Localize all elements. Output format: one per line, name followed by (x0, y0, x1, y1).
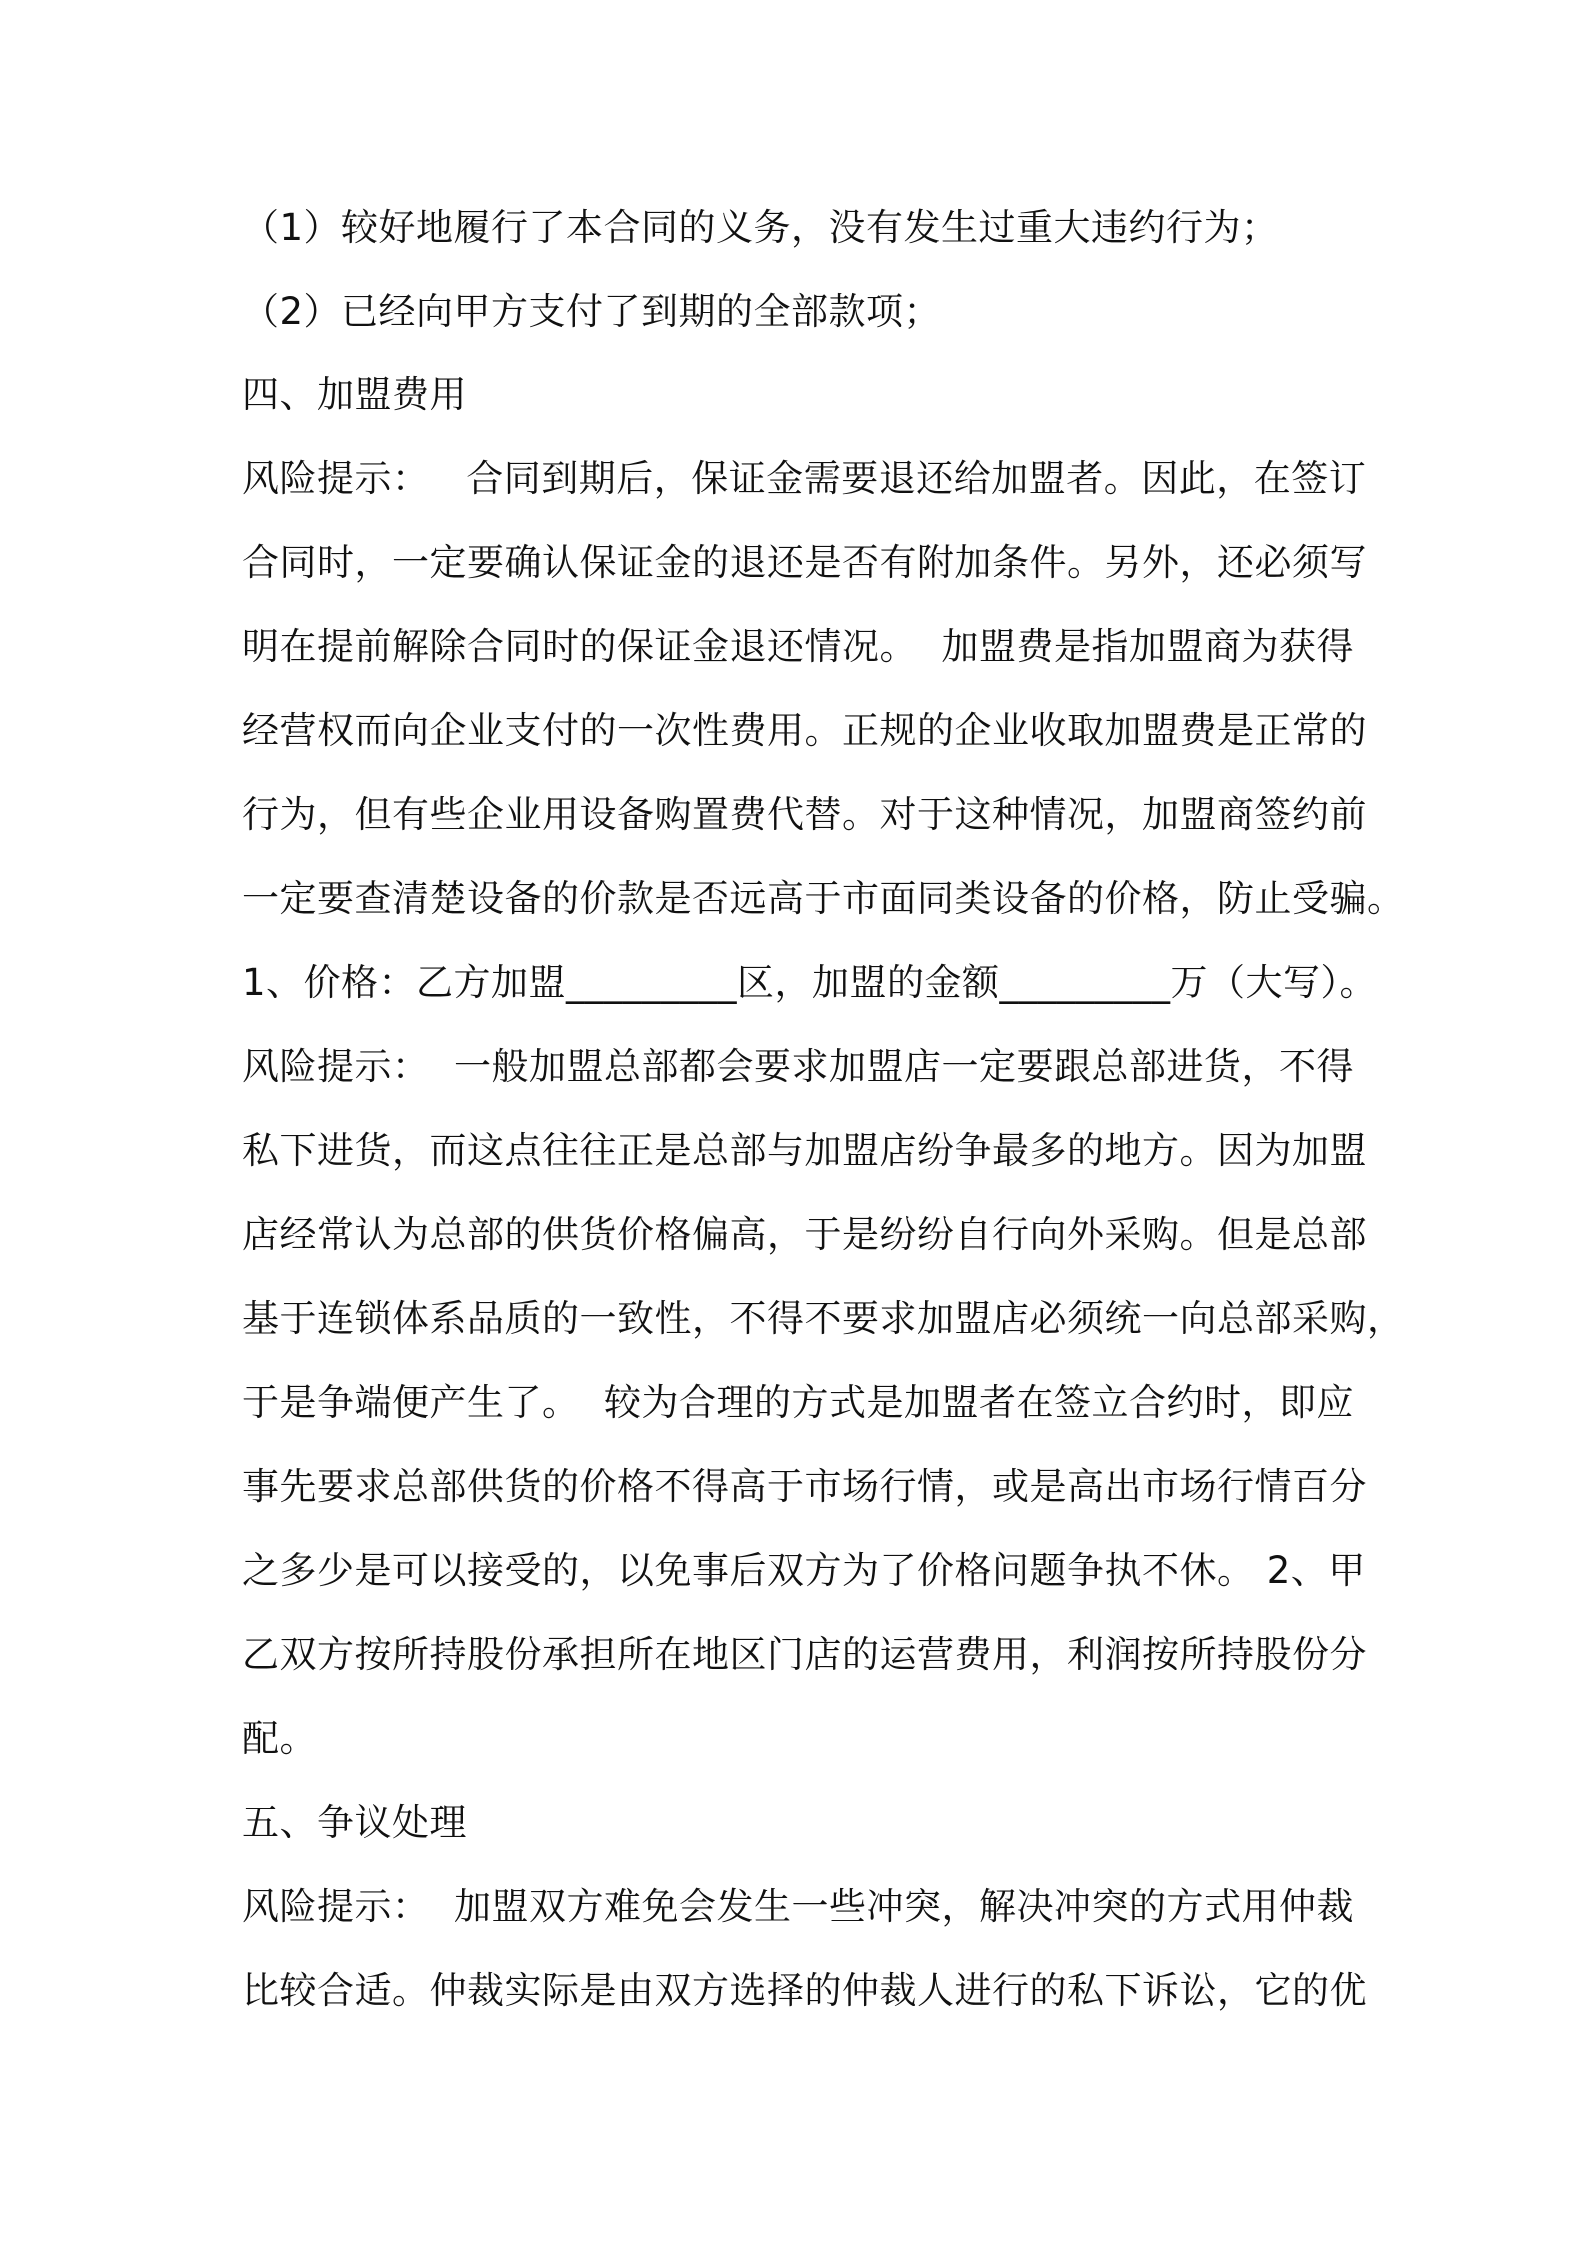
text-line: 合同时，一定要确认保证金的退还是否有附加条件。另外，还必须写 (242, 541, 1367, 584)
text-line: （1）较好地履行了本合同的义务，没有发生过重大违约行为； (242, 206, 1279, 249)
text-line: 于是争端便产生了。 较为合理的方式是加盟者在签立合约时，即应 (242, 1381, 1355, 1424)
section-heading: 四、加盟费用 (242, 373, 467, 416)
text-line: 基于连锁体系品质的一致性，不得不要求加盟店必须统一向总部采购， (242, 1297, 1405, 1340)
text-line: 乙双方按所持股份承担所在地区门店的运营费用，利润按所持股份分 (242, 1633, 1367, 1676)
text-line: 风险提示： 合同到期后，保证金需要退还给加盟者。因此，在签订 (242, 457, 1367, 500)
text-line: 事先要求总部供货的价格不得高于市场行情，或是高出市场行情百分 (242, 1465, 1367, 1508)
text-line: 行为，但有些企业用设备购置费代替。对于这种情况，加盟商签约前 (242, 793, 1367, 836)
text-line: 比较合适。仲裁实际是由双方选择的仲裁人进行的私下诉讼，它的优 (242, 1969, 1367, 2012)
text-line: 明在提前解除合同时的保证金退还情况。 加盟费是指加盟商为获得 (242, 625, 1355, 668)
section-heading: 五、争议处理 (242, 1801, 467, 1844)
text-line: 经营权而向企业支付的一次性费用。正规的企业收取加盟费是正常的 (242, 709, 1367, 752)
text-line: 店经常认为总部的供货价格偏高，于是纷纷自行向外采购。但是总部 (242, 1213, 1367, 1256)
text-line: 之多少是可以接受的，以免事后双方为了价格问题争执不休。 2、甲 (242, 1549, 1366, 1592)
text-line: 配。 (242, 1717, 317, 1760)
text-line: 一定要查清楚设备的价款是否远高于市面同类设备的价格，防止受骗。 (242, 877, 1405, 920)
text-line: （2）已经向甲方支付了到期的全部款项； (242, 290, 942, 333)
text-line: 风险提示： 一般加盟总部都会要求加盟店一定要跟总部进货，不得 (242, 1045, 1355, 1088)
text-line: 1、价格：乙方加盟_________区，加盟的金额_________万（大写）。 (242, 961, 1378, 1004)
text-line: 私下进货，而这点往往正是总部与加盟店纷争最多的地方。因为加盟 (242, 1129, 1367, 1172)
text-line: 风险提示： 加盟双方难免会发生一些冲突，解决冲突的方式用仲裁 (242, 1885, 1355, 1928)
